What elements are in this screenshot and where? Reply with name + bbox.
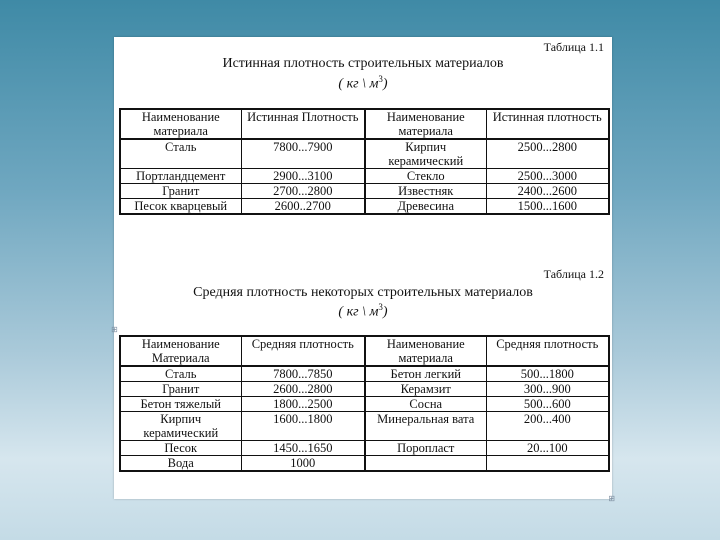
table-cell: Стекло (365, 169, 486, 184)
anchor-marker: ⊞ (111, 325, 118, 334)
header-cell: Истинная Плотность (241, 109, 365, 139)
table-cell: 2600..2700 (241, 199, 365, 215)
table-cell: 1450...1650 (241, 441, 365, 456)
unit-text: ( кг \ м (338, 76, 379, 92)
table2 (119, 335, 610, 472)
unit-exponent: 3 (378, 302, 383, 312)
unit-end: ) (382, 76, 388, 92)
table-cell: Поропласт (365, 441, 486, 456)
table-cell: Керамзит (365, 382, 486, 397)
header-cell: Истинная плотность (486, 109, 609, 139)
unit-exponent: 3 (378, 74, 383, 84)
table-cell: 500...1800 (486, 366, 609, 382)
table1-unit (114, 74, 612, 93)
table-cell: Сталь (120, 139, 241, 169)
header-cell: Наименование материала (120, 109, 241, 139)
table-cell: 2900...3100 (241, 169, 365, 184)
table-cell: Песок (120, 441, 241, 456)
table-row (120, 456, 609, 472)
table-cell: Кирпич керамический (120, 412, 241, 441)
table1 (119, 108, 610, 215)
table-row (120, 184, 609, 199)
table-cell: 2700...2800 (241, 184, 365, 199)
table-cell: 200...400 (486, 412, 609, 441)
table-row (120, 139, 609, 169)
table-row (120, 382, 609, 397)
table-cell: Гранит (120, 184, 241, 199)
document-page (111, 37, 615, 503)
table-cell (486, 456, 609, 472)
table-cell: 7800...7850 (241, 366, 365, 382)
table-cell: 1600...1800 (241, 412, 365, 441)
table-cell: 7800...7900 (241, 139, 365, 169)
table-row (120, 441, 609, 456)
table-cell: 2500...3000 (486, 169, 609, 184)
table-cell: 300...900 (486, 382, 609, 397)
table-cell: Кирпич керамический (365, 139, 486, 169)
header-cell: Средняя плотность (241, 336, 365, 366)
table-cell: Портландцемент (120, 169, 241, 184)
table1-title: Истинная плотность строительных материалов (222, 56, 504, 71)
unit-text: ( кг \ м (338, 304, 379, 320)
table-cell: Древесина (365, 199, 486, 215)
table-row (120, 412, 609, 441)
table2-caption: Таблица 1.2 (543, 267, 604, 281)
table-cell: 1000 (241, 456, 365, 472)
table-cell: Песок кварцевый (120, 199, 241, 215)
table-cell: Минеральная вата (365, 412, 486, 441)
unit-end: ) (382, 304, 388, 320)
table-row (120, 169, 609, 184)
table-row (120, 397, 609, 412)
table-cell: Вода (120, 456, 241, 472)
table-cell: 2500...2800 (486, 139, 609, 169)
header-cell: Наименование Материала (120, 336, 241, 366)
table-cell: 2600...2800 (241, 382, 365, 397)
table-cell: Гранит (120, 382, 241, 397)
table1-caption: Таблица 1.1 (543, 40, 604, 54)
table-cell: Бетон тяжелый (120, 397, 241, 412)
table-cell: Известняк (365, 184, 486, 199)
table-cell (365, 456, 486, 472)
table-header-row (120, 336, 609, 366)
table-cell: 1800...2500 (241, 397, 365, 412)
header-cell: Наименование материала (365, 336, 486, 366)
header-cell: Наименование материала (365, 109, 486, 139)
anchor-marker: ⊞ (608, 494, 615, 503)
table-row (120, 366, 609, 382)
header-cell: Средняя плотность (486, 336, 609, 366)
table-cell: Сталь (120, 366, 241, 382)
table-cell: Сосна (365, 397, 486, 412)
table-cell: Бетон легкий (365, 366, 486, 382)
table-row (120, 199, 609, 215)
table2-title: Средняя плотность некоторых строительных материалов (193, 285, 533, 300)
table2-unit (114, 302, 612, 321)
table-cell: 2400...2600 (486, 184, 609, 199)
table-cell: 20...100 (486, 441, 609, 456)
table-header-row (120, 109, 609, 139)
table-cell: 1500...1600 (486, 199, 609, 215)
table-cell: 500...600 (486, 397, 609, 412)
